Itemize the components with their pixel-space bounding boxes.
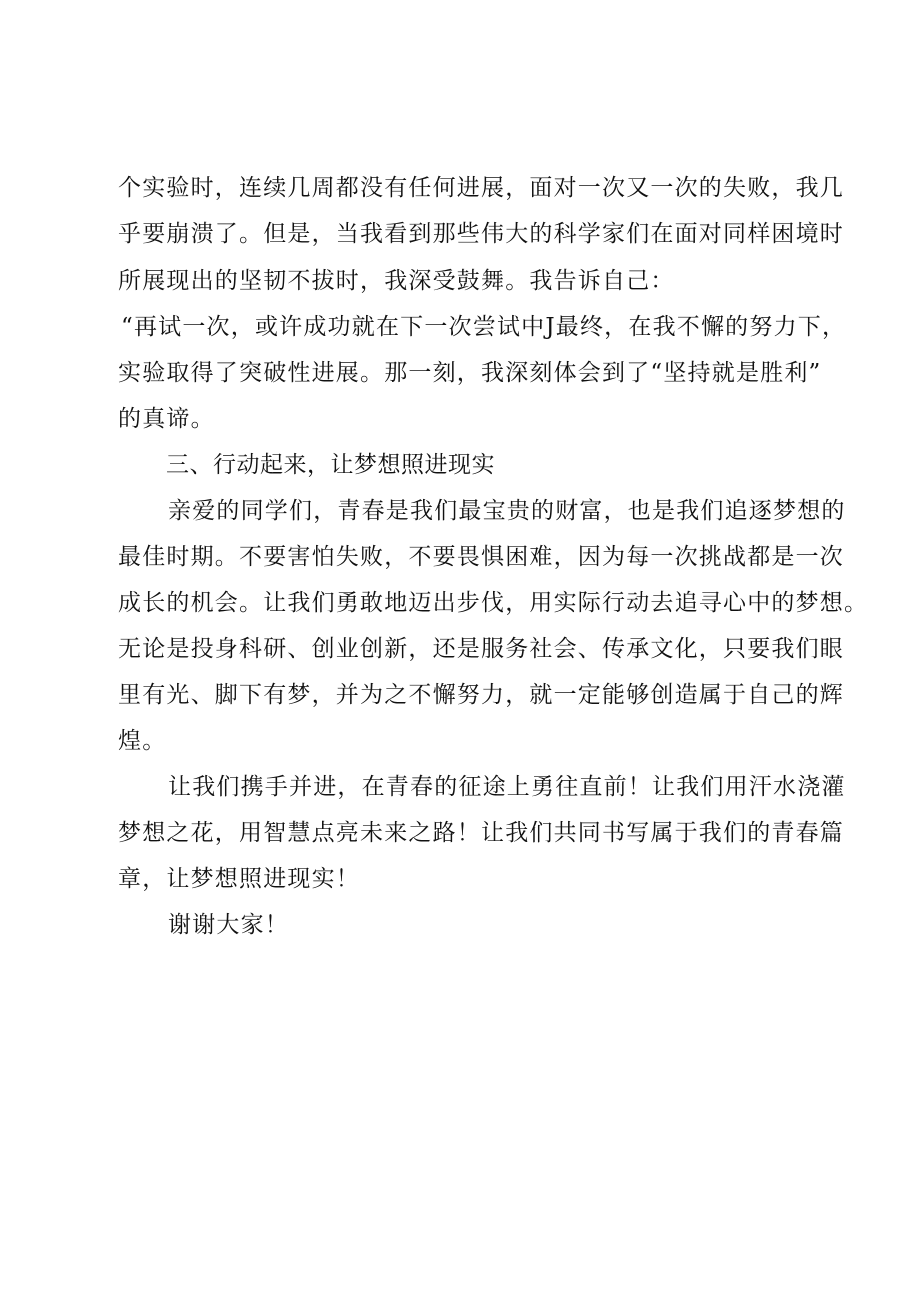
paragraph-line: 梦想之花，用智慧点亮未来之路！让我们共同书写属于我们的青春篇: [118, 820, 844, 846]
paragraph-line: 最佳时期。不要害怕失败，不要畏惧困难，因为每一次挑战都是一次: [118, 544, 844, 570]
paragraph-line: 章，让梦想照进现实！: [118, 866, 360, 892]
paragraph-line: 的真谛。: [118, 406, 215, 432]
paragraph-line: 个实验时，连续几周都没有任何进展，面对一次又一次的失败，我几: [118, 175, 844, 201]
paragraph-line: 实验取得了突破性进展。那一刻，我深刻体会到了“坚持就是胜利”: [118, 360, 822, 386]
paragraph-line: 所展现出的坚韧不拔时，我深受鼓舞。我告诉自己：: [118, 268, 675, 294]
paragraph-line: 乎要崩溃了。但是，当我看到那些伟大的科学家们在面对同样困境时: [118, 221, 844, 247]
paragraph-line: 里有光、脚下有梦，并为之不懈努力，就一定能够创造属于自己的辉: [118, 682, 844, 708]
paragraph-line: 煌。: [118, 728, 167, 754]
paragraph-line: 亲爱的同学们，青春是我们最宝贵的财富，也是我们追逐梦想的: [168, 498, 846, 524]
paragraph-line: 无论是投身科研、创业创新，还是服务社会、传承文化，只要我们眼: [118, 636, 844, 662]
closing-line: 谢谢大家！: [168, 912, 289, 938]
section-heading: 三、行动起来，让梦想照进现实: [166, 452, 495, 478]
paragraph-line: “再试一次，或许成功就在下一次尝试中J最终，在我不懈的努力下，: [121, 314, 847, 340]
paragraph-line: 让我们携手并进，在青春的征途上勇往直前！让我们用汗水浇灌: [168, 774, 846, 800]
paragraph-line: 成长的机会。让我们勇敢地迈出步伐，用实际行动去追寻心中的梦想。: [118, 590, 869, 616]
